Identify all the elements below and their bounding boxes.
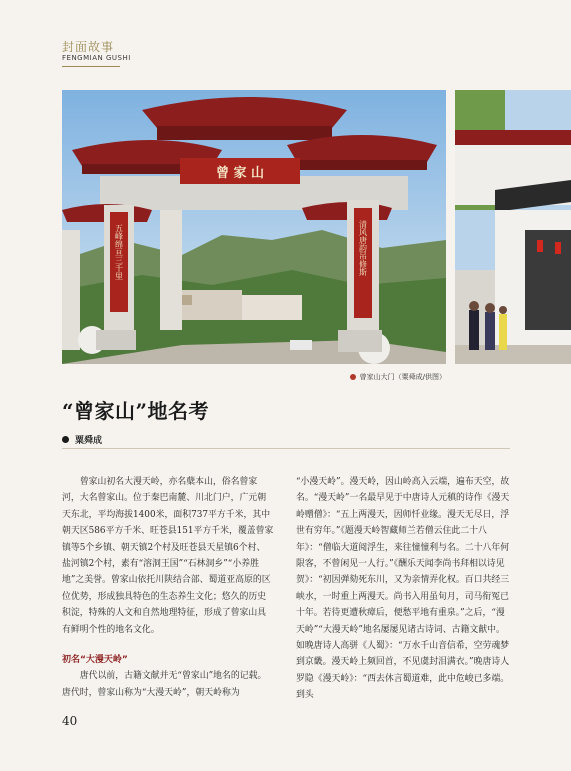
body-paragraph: 唐代以前，古籍文献并无“曾家山”地名的记载。唐代时，曾家山称为“大漫天岭”，朝天岭称为 (62, 671, 267, 698)
subheading: 初名“大漫天岭” (62, 655, 128, 666)
gate-plaque: 曾 家 山 (215, 166, 265, 181)
caption-text: 曾家山大门（粟舜成/供图） (359, 373, 446, 381)
section-title: 封面故事 (62, 40, 115, 54)
title-divider (62, 448, 510, 449)
building-photo (455, 90, 571, 364)
body-column-left (62, 474, 274, 701)
author-bullet-icon (62, 436, 69, 443)
left-couplet: 五峰绵亘三千里 (114, 224, 124, 280)
section-divider (62, 66, 120, 67)
caption-bullet-icon (350, 374, 356, 380)
gate-photo (62, 90, 446, 364)
photo-caption (350, 372, 446, 382)
section-subtitle: FENGMIAN GUSHI (62, 54, 131, 62)
author-name: 粟舜成 (75, 436, 103, 446)
body-paragraph: “小漫天岭”。漫天岭，因山岭高入云端，遍布天空，故名。“漫天岭”一名最早见于中唐诗人元稹的诗作《漫天岭赠僧》：“五上两漫天，因师忏业缘。漫天无尽日，浮世有穷年。”《题漫天岭智藏师兰若僧云住此二十八年》：“僧临大道阅浮生，来往憧憧利与名。二十八年何限客，不曾闲见一人行。”《酬乐天闻李尚书拜相以诗见贺》：“初因弹劾死东川，又为亲情弄化权。百口共经三峡水，一时重上两漫天。尚书入用虽旬月，司马衔冤已十年。若待更遭秋瘴后，便愁平地有重泉。”之后，“漫天岭”“大漫天岭”地名屡屡见诸古诗词、古籍文献中。如晚唐诗人高骈《人蜀》：“万水千山音信希，空劳魂梦到京畿。漫天岭上频回首，不见虞封泪满衣。”晚唐诗人罗隐《漫天岭》：“西去休言蜀道难，此中危峻已多端。到头 (296, 477, 510, 701)
right-couplet: 清风唐韵吊修斯 (358, 220, 368, 276)
body-paragraph: 曾家山初名大漫天岭，亦名蘖本山，俗名曾家河，大名曾家山。位于秦巴南麓、川北门户，广元朝天东北，平均海拔1400米，面积737平方千米，其中朝天区586平方千米、旺苍县151平方千米，覆盖曾家镇等5个乡镇、朝天镇2个村及旺苍县天星镇6个村、盐河镇2个村，素有“溶洞王国”“石林洞乡”“小养胜地”之美誉。曾家山依托川陕结合部、蜀道亚高原的区位优势，形成独具特色的生态养生文化；悠久的历史积淀，特殊的人文和自然地理特征，形成了曾家山具有鲜明个性的地名文化。 (62, 477, 274, 635)
article-title: “曾家山”地名考 (62, 399, 210, 423)
page-number: 40 (62, 714, 78, 728)
byline (62, 433, 102, 446)
body-column-right (296, 474, 512, 704)
